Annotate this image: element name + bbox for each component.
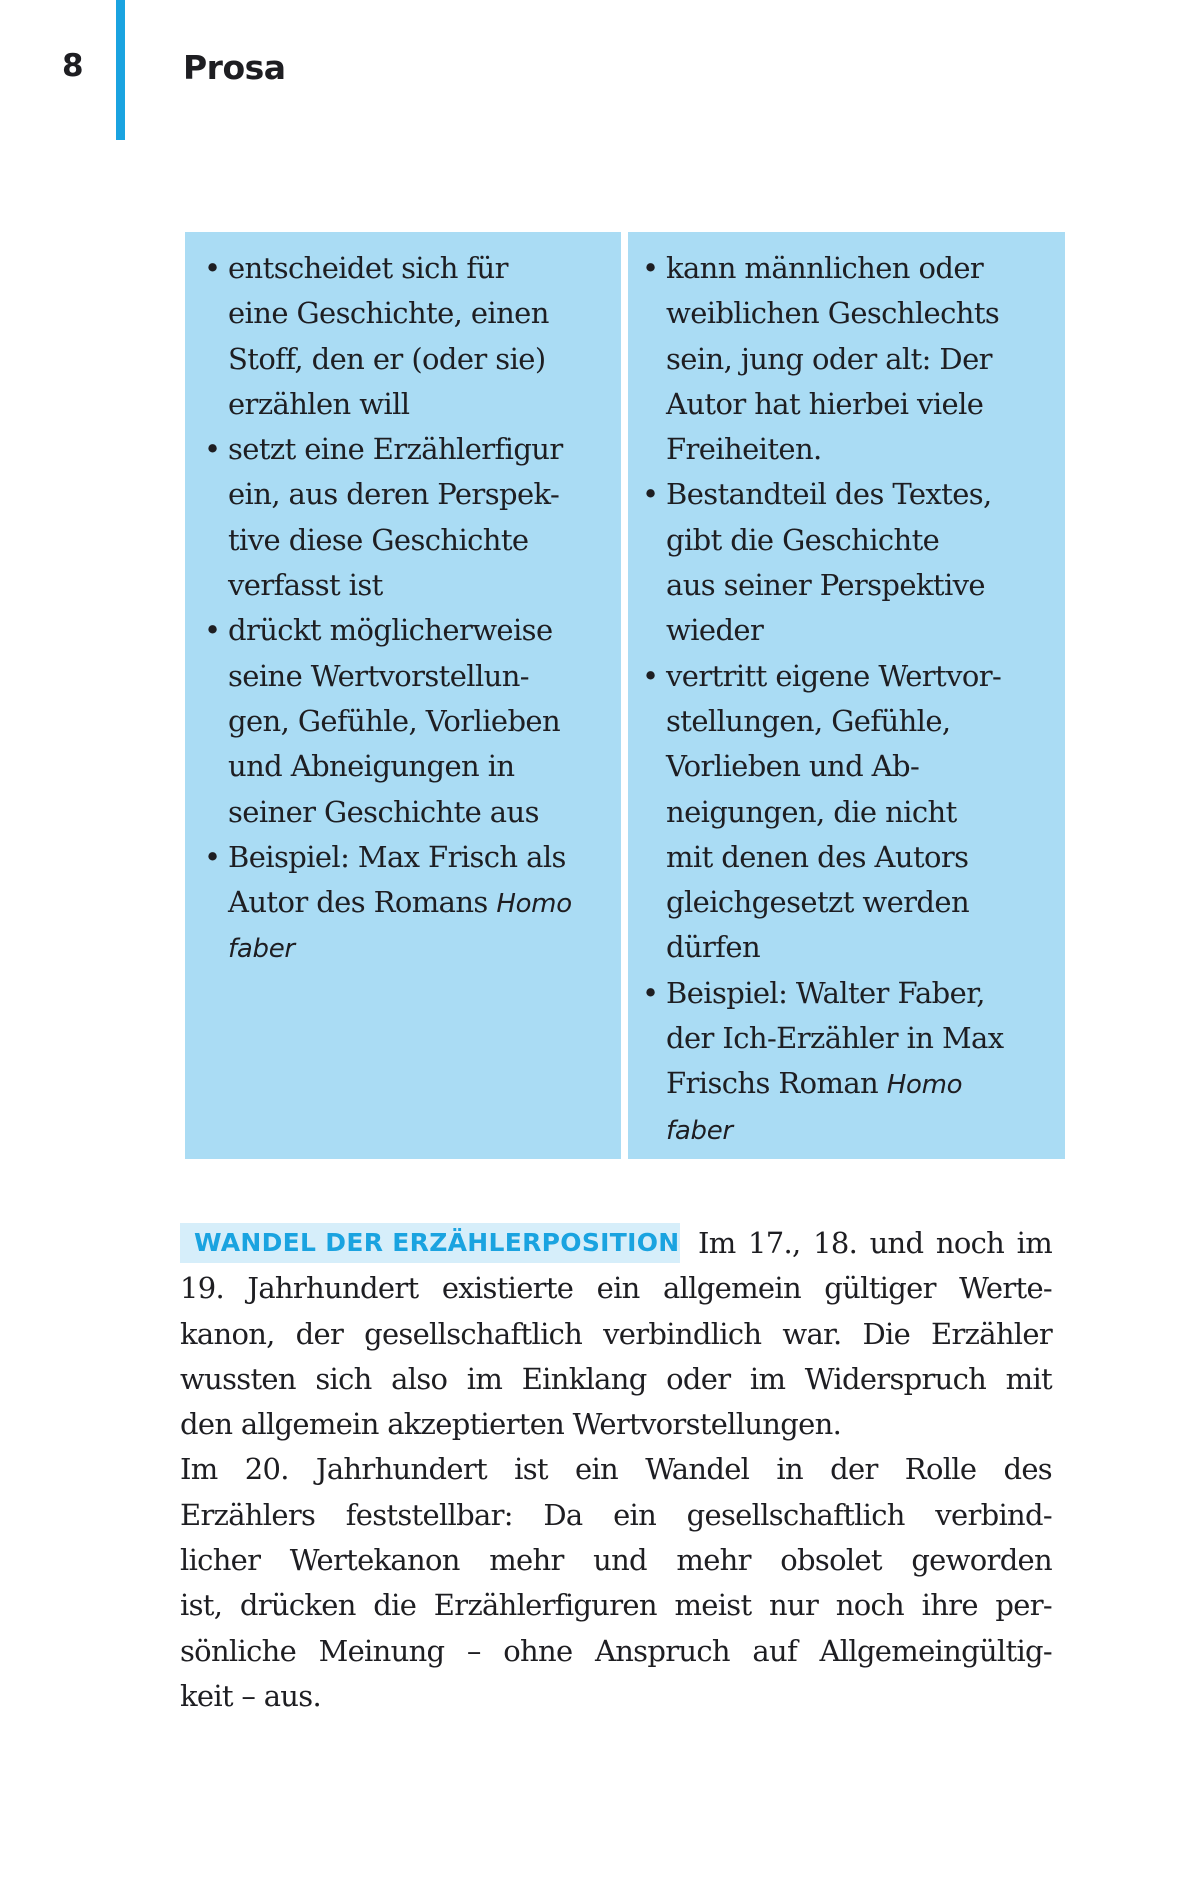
bullet-icon: •	[204, 839, 221, 874]
list-item-text: neigungen, die nicht	[666, 794, 957, 829]
list-item-text: setzt eine Erzählerfigur	[228, 432, 563, 467]
list-item-line	[642, 291, 1062, 336]
bullet-icon: •	[204, 613, 221, 648]
list-item-text: Autor des Romans	[228, 885, 497, 920]
list-item-line	[204, 880, 614, 925]
list-item-text: wieder	[666, 613, 764, 648]
list-item-line	[642, 744, 1062, 789]
list-item-line	[204, 563, 614, 608]
book-title: faber	[666, 1115, 733, 1146]
list-item-text: drückt möglicherweise	[228, 613, 553, 648]
list-item-text: erzählen will	[228, 386, 410, 421]
list-item-text: weiblichen Geschlechts	[666, 296, 1000, 331]
list-item-text: Beispiel: Max Frisch als	[228, 839, 566, 874]
bullet-icon: •	[642, 251, 659, 285]
list-item-text: mit denen des Autors	[666, 839, 969, 874]
bullet-icon: •	[642, 975, 659, 1010]
list-item-text: sein, jung oder alt: Der	[666, 341, 992, 376]
body-line: Erzählers feststellbar: Da ein gesellschaftlich verbind-	[180, 1497, 1052, 1532]
list-item-line	[642, 337, 1062, 382]
list-item-line	[642, 427, 1062, 472]
list-item-line	[642, 608, 1062, 653]
book-title: faber	[228, 934, 295, 965]
list-item-text: der Ich-Erzähler in Max	[666, 1021, 1004, 1056]
body-line: wussten sich also im Einklang oder im Widerspruch mit	[180, 1361, 1052, 1396]
body-line: licher Wertekanon mehr und mehr obsolet geworden	[180, 1543, 1052, 1578]
list-item-text: Beispiel: Walter Faber,	[666, 975, 985, 1010]
list-item-line	[642, 880, 1062, 925]
list-item-start	[642, 472, 1062, 517]
body-line: Im 20. Jahrhundert ist ein Wandel in der Rolle des	[180, 1452, 1052, 1487]
list-item-text: gleichgesetzt werden	[666, 885, 970, 920]
list-item-start	[642, 654, 1062, 699]
list-item-line	[642, 790, 1062, 835]
list-item-text: seine Wertvorstellun-	[228, 658, 530, 693]
list-item-text: gen, Gefühle, Vorlieben	[228, 703, 561, 738]
chapter-title: Prosa	[183, 48, 286, 87]
list-item-line	[204, 472, 614, 517]
list-item-line	[642, 835, 1062, 880]
body-line: 19. Jahrhundert existierte ein allgemein gültiger Werte-	[180, 1271, 1052, 1306]
body-line: den allgemein akzeptierten Wertvorstellungen.	[180, 1407, 842, 1442]
section-label-text: WANDEL DER ERZÄHLERPOSITION	[194, 1228, 680, 1257]
bullet-icon: •	[204, 432, 221, 467]
list-item-text: kann männlichen oder	[666, 251, 984, 285]
list-item-line	[204, 790, 614, 835]
list-item-text: gibt die Geschichte	[666, 522, 940, 557]
list-item-line	[204, 699, 614, 744]
table-column-author	[204, 246, 614, 971]
list-item-start	[204, 427, 614, 472]
body-line: kanon, der gesellschaftlich verbindlich war. Die Erzähler	[180, 1316, 1052, 1351]
list-item-text: Frischs Roman	[666, 1066, 887, 1101]
list-item-line	[204, 337, 614, 382]
body-line: Im 17., 18. und noch im	[698, 1226, 1052, 1260]
list-item-line	[204, 744, 614, 789]
bullet-icon: •	[642, 658, 659, 693]
list-item-text: tive diese Geschichte	[228, 522, 529, 557]
body-line: sönliche Meinung – ohne Anspruch auf Allgemeingültig-	[180, 1633, 1052, 1668]
list-item-text: eine Geschichte, einen	[228, 296, 549, 331]
list-item-text: verfasst ist	[228, 568, 383, 603]
list-item-line	[642, 1016, 1062, 1061]
list-item-text: seiner Geschichte aus	[228, 794, 539, 829]
list-item-start	[642, 971, 1062, 1016]
list-item-text: Stoff, den er (oder sie)	[228, 341, 546, 376]
list-item-start	[642, 246, 1062, 291]
list-item-text: dürfen	[666, 930, 761, 965]
list-item-text: Vorlieben und Ab-	[666, 749, 920, 784]
list-item-line	[642, 925, 1062, 970]
bullet-icon: •	[204, 251, 221, 285]
list-item-line	[642, 563, 1062, 608]
page-number: 8	[62, 48, 84, 84]
list-item-text: entscheidet sich für	[228, 251, 508, 285]
list-item-text: vertritt eigene Wertvor-	[666, 658, 1002, 693]
list-item-start	[204, 835, 614, 880]
list-item-text: stellungen, Gefühle,	[666, 703, 951, 738]
list-item-start	[204, 608, 614, 653]
book-title: Homo	[496, 889, 572, 920]
list-item-line	[204, 382, 614, 427]
list-item-line	[642, 699, 1062, 744]
list-item-line	[642, 382, 1062, 427]
list-item-line	[642, 518, 1062, 563]
list-item-text: Bestandteil des Textes,	[666, 477, 992, 512]
bullet-icon: •	[642, 477, 659, 512]
list-item-line	[642, 1107, 1062, 1152]
list-item-text: Autor hat hierbei viele	[666, 386, 984, 421]
header-accent-rule	[116, 0, 125, 140]
list-item-line	[642, 1061, 1062, 1106]
body-paragraphs	[180, 1221, 1052, 1719]
list-item-line	[204, 654, 614, 699]
body-line: ist, drücken die Erzählerfiguren meist nur noch ihre per-	[180, 1588, 1052, 1623]
table-column-narrator	[642, 246, 1062, 1152]
book-title: Homo	[886, 1070, 963, 1101]
list-item-text: und Abneigungen in	[228, 749, 515, 784]
list-item-line	[204, 518, 614, 563]
list-item-text: aus seiner Perspektive	[666, 568, 985, 603]
list-item-text: Freiheiten.	[666, 432, 822, 467]
body-line: keit – aus.	[180, 1678, 321, 1713]
list-item-start	[204, 246, 614, 291]
list-item-line	[204, 291, 614, 336]
list-item-text: ein, aus deren Perspek-	[228, 477, 560, 512]
list-item-line	[204, 925, 614, 970]
